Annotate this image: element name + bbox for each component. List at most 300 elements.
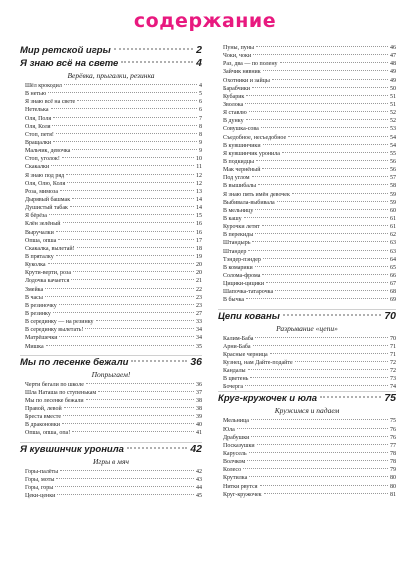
dot-leader [253,54,388,55]
dot-leader [246,298,388,299]
dot-leader [59,336,194,337]
toc-entry[interactable] [223,68,396,76]
page-number: 44 [196,484,202,491]
page-number: 36 [196,381,202,388]
section-heading[interactable] [218,391,396,405]
dot-leader [250,377,388,378]
section-heading[interactable] [20,442,202,456]
entry-title: Шла Наташа по ступенькам [25,389,97,396]
toc-entry[interactable] [223,335,396,343]
page-number: 66 [390,272,396,279]
toc-entry[interactable] [223,491,396,499]
dot-leader [56,133,197,134]
toc-entry[interactable] [25,381,202,389]
entry-title: Я знаю всё на свете [25,99,76,106]
dot-leader [256,160,388,161]
page-number: 64 [390,256,396,263]
page-number: 17 [196,237,202,244]
toc-entry[interactable] [223,60,396,68]
toc-entry[interactable] [223,85,396,93]
page-number: 46 [390,45,396,51]
toc-entry[interactable] [25,229,202,237]
toc-entry[interactable] [223,117,396,125]
toc-entry[interactable] [223,207,396,215]
dot-leader [58,239,194,240]
toc-entry[interactable] [25,98,202,106]
page-number: 12 [196,172,202,179]
dot-leader [72,149,197,150]
entry-title: Бреста вместе [25,414,62,421]
dot-leader [55,486,194,487]
entry-title: Шапочка-татарочка [223,289,274,296]
toc-entry[interactable] [223,142,396,150]
toc-entry[interactable] [223,417,396,425]
toc-entry[interactable] [25,155,202,163]
page-number: 13 [196,188,202,195]
dot-leader [53,117,197,118]
page-number: 42 [196,468,202,475]
page-number: 4 [199,83,202,89]
subsection-heading: Попрыгаем! [91,369,131,379]
toc-entry[interactable] [223,166,396,174]
section-heading[interactable] [20,355,202,369]
toc-entry[interactable] [223,44,396,52]
section-heading[interactable] [20,57,202,70]
entry-title: Клён зелёный [25,221,61,228]
page-number: 73 [390,376,396,383]
toc-entry[interactable] [25,476,202,484]
page-number: 6 [199,99,202,106]
toc-entry[interactable] [223,256,396,264]
page-number: 61 [390,224,396,231]
toc-entry[interactable] [223,466,396,474]
entry-title: Душистый табак [25,205,68,212]
page-number: 71 [390,343,396,350]
toc-entry[interactable] [25,253,202,261]
toc-entry[interactable] [223,101,396,109]
toc-entry[interactable] [25,421,202,429]
page-number: 12 [196,180,202,187]
entry-title: В мельницу [223,207,254,214]
page-number: 78 [390,451,396,458]
toc-entry[interactable] [25,269,202,277]
dot-leader [249,111,388,112]
dot-leader [121,61,193,63]
toc-entry[interactable] [25,310,202,318]
entry-title: В пряталку [25,253,54,260]
dot-leader [59,304,194,305]
entry-title: Я бёрёза [25,213,47,220]
toc-entry[interactable] [25,131,202,139]
dot-leader [255,233,388,234]
dot-leader [282,152,388,153]
entry-title: Пуны, пуны [223,45,255,51]
toc-entry[interactable] [25,429,202,437]
page-number: 72 [390,359,396,366]
dot-leader [256,46,388,47]
toc-entry[interactable] [25,196,202,204]
dot-leader [62,423,194,424]
page-number: 8 [199,123,202,130]
page-number: 78 [390,459,396,466]
dot-leader [246,95,388,96]
page-number: 52 [390,118,396,125]
toc-entry[interactable] [223,367,396,375]
dot-leader [86,399,194,400]
dot-leader [48,92,197,93]
entry-title: Я ставлю [223,110,247,117]
entry-title: Оля, Коля [25,123,51,130]
dot-leader [52,125,197,126]
entry-title: Черти бегали по школе [25,381,84,388]
entry-title: В комарики [223,264,253,271]
entry-title: В цветень [223,376,249,383]
toc-entry[interactable] [25,220,202,228]
page-number: 19 [196,253,202,260]
entry-title: Роза, мимоза [25,188,59,195]
entry-title: Дырявый башмак [25,196,71,203]
page-number: 48 [390,61,396,68]
toc-entry[interactable] [25,237,202,245]
entry-title: Солома-фрома [223,272,261,279]
toc-entry[interactable] [25,294,202,302]
entry-title: Лодочка качается [25,278,70,285]
page-number: 62 [390,232,396,239]
toc-entry[interactable] [223,215,396,223]
entry-title: Крутилка [223,475,248,482]
page-number: 60 [390,207,396,214]
entry-title: Драбушки [223,434,250,441]
toc-entry[interactable] [25,82,202,90]
page-number: 57 [390,175,396,182]
toc-entry[interactable] [25,405,202,413]
toc-entry[interactable] [223,239,396,247]
page-number: 6 [199,107,202,114]
page-number: 51 [390,93,396,100]
page-number: 9 [199,139,202,146]
entry-title: Совушка-сова [223,126,259,133]
toc-entry[interactable] [223,383,396,391]
toc-entry[interactable] [223,52,396,60]
page-number: 71 [390,351,396,358]
dot-leader [49,214,194,215]
dot-leader [98,391,194,392]
entry-title: Скакалка, вылетай! [25,245,75,252]
page-number: 52 [390,110,396,117]
page-number: 16 [196,229,202,236]
entry-title: Чоки, чоки [223,53,252,60]
entry-title: Бочерга [223,384,244,391]
page-number: 80 [390,475,396,482]
toc-entry[interactable] [25,245,202,253]
toc-entry[interactable] [223,150,396,158]
toc-entry[interactable] [25,413,202,421]
toc-entry[interactable] [223,191,396,199]
page-number: 65 [390,264,396,271]
entry-title: Шёл крокодил [25,83,62,89]
entry-title: Я кувшинчик уронила [20,443,124,455]
toc-entry[interactable] [223,375,396,383]
page-number: 56 [390,167,396,174]
toc-entry[interactable] [223,158,396,166]
toc-entry[interactable] [223,199,396,207]
page-number: 58 [390,183,396,190]
dot-leader [60,470,194,471]
toc-entry[interactable] [223,182,396,190]
entry-title: Кузнец, нам Дайте-подайте [223,359,293,366]
entry-title: Арни-Баба [223,343,251,350]
dot-leader [60,190,194,191]
dot-leader [263,258,388,259]
dot-leader [251,419,388,420]
toc-entry[interactable] [25,277,202,285]
page-number: 38 [196,406,202,413]
toc-entry[interactable] [25,492,202,500]
toc-entry[interactable] [25,188,202,196]
toc-entry[interactable] [223,442,396,450]
entry-title: Зайчик нявник [223,69,261,76]
toc-entry[interactable] [25,468,202,476]
entry-title: Калим-Баба [223,335,254,342]
entry-title: Зволока [223,101,244,108]
page-number: 55 [390,150,396,157]
dot-leader [48,263,194,264]
toc-entry[interactable] [223,264,396,272]
toc-entry[interactable] [223,351,396,359]
toc-entry[interactable] [25,397,202,405]
entry-title: Опша, опша [25,237,57,244]
page-number: 61 [390,215,396,222]
entry-title: В драконовки [25,422,60,429]
toc-entry[interactable] [223,458,396,466]
toc-entry[interactable] [25,172,202,180]
page-number: 38 [196,397,202,404]
toc-entry[interactable] [25,318,202,326]
entry-title: Мишка [25,343,44,350]
dot-leader [53,312,194,313]
dot-leader [45,296,194,297]
dot-leader [66,174,194,175]
toc-entry[interactable] [25,326,202,334]
page-number: 40 [196,422,202,429]
toc-entry[interactable] [223,426,396,434]
dot-leader [62,157,194,158]
entry-title: Курочки летят [223,224,260,231]
entry-title: Крути-верти, роза [25,270,72,277]
toc-entry[interactable] [25,123,202,131]
dot-leader [261,127,388,128]
dot-leader [262,168,388,169]
subsection-heading: Игры в мяч [92,456,130,466]
entry-title: Кубарик [223,93,245,100]
dot-leader [255,266,388,267]
dot-leader [251,436,388,437]
dot-leader [46,345,194,346]
page-number: 16 [196,221,202,228]
toc-entry[interactable] [25,389,202,397]
page-number: 15 [196,213,202,220]
dot-leader [277,201,388,202]
dot-leader [320,396,381,398]
page-number: 23 [196,294,202,301]
toc-entry[interactable] [223,474,396,482]
page-number: 63 [390,248,396,255]
page-number: 49 [390,69,396,76]
entry-title: Посказушки [223,442,255,449]
toc-entry[interactable] [223,288,396,296]
toc-entry[interactable] [25,139,202,147]
entry-title: Мальчик, девочка [25,148,71,155]
dot-leader [260,485,388,486]
page-number: 54 [390,142,396,149]
dot-leader [70,206,194,207]
entry-title: Горы, горы [25,484,54,491]
entry-title: Выбивала-выбивала [223,199,275,206]
dot-leader [264,493,388,494]
dot-leader [246,119,388,120]
entry-title: В вышибалы [223,183,256,190]
entry-title: Правой, левой [25,406,62,413]
dot-leader [127,447,187,449]
page-number: 2 [196,44,202,56]
entry-title: Волчком [223,459,246,466]
page-number: 59 [390,191,396,198]
entry-title: Кандалы [223,368,246,375]
dot-leader [248,369,388,370]
dot-leader [249,476,388,477]
dot-leader [263,70,388,71]
toc-entry[interactable] [223,248,396,256]
page-number: 50 [390,85,396,92]
subsection-heading: Разрывание «цепи» [276,323,338,333]
entry-title: Мак чернёный [223,167,261,174]
dot-leader [252,87,388,88]
entry-title: Мы по лесенке бежали [20,356,129,368]
toc-entry[interactable] [25,204,202,212]
toc-entry[interactable] [25,484,202,492]
toc-entry[interactable] [223,174,396,182]
page-number: 22 [196,286,202,293]
entry-title: Оля, Поля [25,115,52,122]
entry-title: В серединку вылетать! [25,327,84,334]
dot-leader [252,176,388,177]
entry-title: Охотники и зайцы [223,77,270,84]
entry-title: Красные черница [223,351,268,358]
toc-entry[interactable] [25,286,202,294]
dot-leader [249,452,388,453]
dot-leader [244,217,388,218]
page-number: 54 [390,134,396,141]
toc-entry[interactable] [223,93,396,101]
toc-entry[interactable] [223,343,396,351]
page-number: 11 [196,164,202,171]
dot-leader [255,337,388,338]
entry-title: Я кувшинчик уронила [223,150,280,157]
dot-leader [295,361,388,362]
page-number: 45 [196,493,202,500]
dot-leader [263,144,388,145]
entry-title: В дунку [223,118,244,125]
section-heading[interactable] [20,44,202,57]
dot-leader [237,428,388,429]
entry-title: Колесо [223,467,242,474]
entry-title: Круг-кружочек и юла [218,393,318,405]
toc-entry[interactable] [223,296,396,304]
page-number: 37 [196,389,202,396]
page-number: 76 [390,426,396,433]
toc-entry[interactable] [223,231,396,239]
page-number: 75 [384,392,396,405]
dot-leader [262,274,388,275]
entry-title: Выручалки [25,229,54,236]
dot-leader [257,444,388,445]
dot-leader [56,231,194,232]
toc-entry[interactable] [25,302,202,310]
toc-entry[interactable] [223,483,396,491]
toc-entry[interactable] [25,212,202,220]
dot-leader [245,385,388,386]
dot-leader [253,345,388,346]
section-heading[interactable] [218,309,396,323]
toc-entry[interactable] [223,134,396,142]
toc-entry[interactable] [25,106,202,114]
dot-leader [64,84,197,85]
entry-title: Мир ретской игры [20,45,111,56]
toc-entry[interactable] [25,115,202,123]
toc-entry[interactable] [223,223,396,231]
toc-entry[interactable] [223,434,396,442]
entry-title: В нетью [25,91,47,98]
entry-title: Цицики-цицики [223,281,265,288]
toc-entry[interactable] [25,180,202,188]
dot-leader [85,328,194,329]
toc-entry[interactable] [25,163,202,171]
page-number: 72 [390,368,396,375]
toc-entry[interactable] [223,359,396,367]
toc-entry[interactable] [223,280,396,288]
toc-entry[interactable] [223,77,396,85]
page-number: 23 [196,302,202,309]
entry-title: Круг-кружочек [223,491,262,498]
dot-leader [283,314,381,316]
toc-entry[interactable] [25,334,202,342]
page-number: 41 [196,430,202,437]
entry-title: Стоп, уголок! [25,156,60,163]
toc-entry[interactable] [223,109,396,117]
toc-entry[interactable] [25,343,202,351]
page-title: содержание [133,10,277,32]
toc-entry[interactable] [223,450,396,458]
entry-title: Куколка [25,262,46,269]
toc-entry[interactable] [25,90,202,98]
page-number: 18 [196,245,202,252]
page-number: 14 [196,196,202,203]
dot-leader [86,383,194,384]
toc-entry[interactable] [223,272,396,280]
page-number: 10 [196,156,202,163]
page-number: 20 [196,270,202,277]
page-number: 68 [390,289,396,296]
entry-title: В кувшинчики [223,142,261,149]
dot-leader [77,247,194,248]
toc-entry[interactable] [25,147,202,155]
dot-leader [73,271,194,272]
dot-leader [63,222,194,223]
toc-entry[interactable] [25,261,202,269]
dot-leader [266,282,388,283]
toc-entry[interactable] [223,125,396,133]
subsection-heading: Кружимся и падаем [274,406,340,416]
